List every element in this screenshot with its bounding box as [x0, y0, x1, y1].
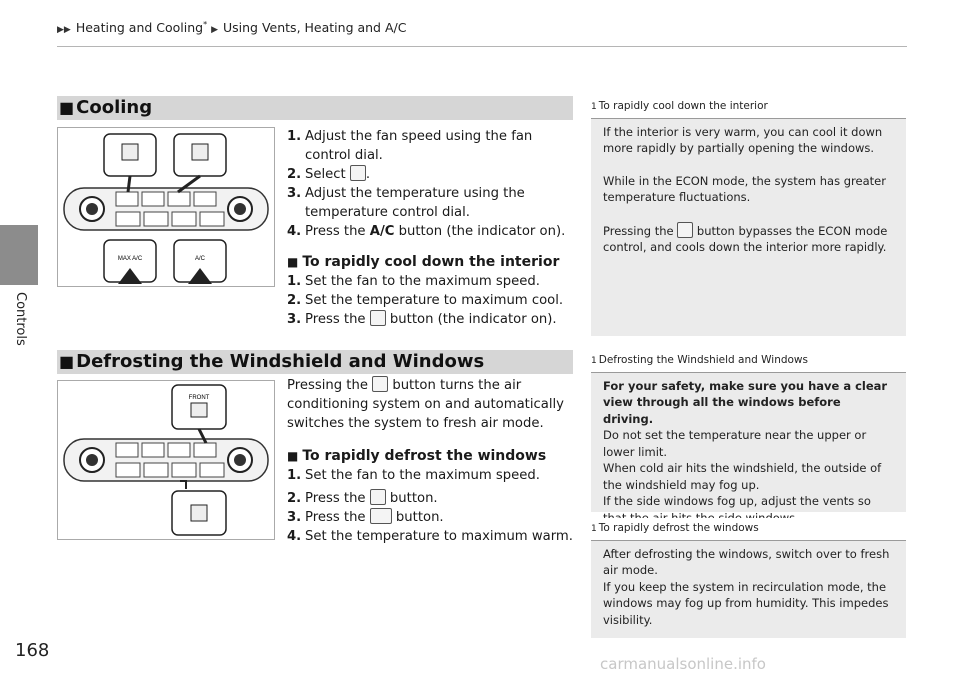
note-paragraph: If you keep the system in recirculation mode, the windows may fog up from humidity. This impedes visibility.: [603, 579, 889, 627]
climate-panel-illustration: [58, 128, 274, 286]
black-square-icon: ■: [59, 98, 75, 117]
side-tab: [0, 225, 38, 285]
note-paragraph: After defrosting the windows, switch over to fresh air mode.: [603, 546, 890, 577]
climate-control-figure-defrost: [57, 380, 275, 540]
triangle-right-icon: ▶▶: [57, 25, 71, 36]
climate-panel-illustration: [58, 381, 274, 539]
note-paragraph: When cold air hits the windshield, the outside of the windshield may fog up.: [603, 461, 882, 492]
note-rapid-cool: [591, 96, 906, 336]
breadcrumb-item[interactable]: Heating and Cooling: [75, 20, 204, 36]
section-heading-defrost: ■ Defrosting the Windshield and Windows: [57, 350, 573, 374]
subheading-rapid-cool: ■ To rapidly cool down the interior: [287, 254, 560, 270]
list-item: 2. Set the temperature to maximum cool.: [287, 293, 564, 308]
front-defrost-icon: [370, 489, 386, 505]
note-title: 1 Defrosting the Windshield and Windows: [591, 350, 906, 373]
max-ac-icon: [677, 222, 693, 238]
note-rapid-defrost: [591, 518, 906, 638]
triangle-right-icon: ▶: [211, 25, 219, 36]
section-heading-cooling: ■ Cooling: [57, 96, 573, 120]
black-square-icon: ■: [287, 449, 299, 463]
climate-control-figure-cooling: [57, 127, 275, 287]
max-ac-icon: [370, 310, 386, 326]
ac-label: A/C: [194, 256, 206, 262]
list-item: 4. Press the A/C button (the indicator on).: [287, 224, 566, 239]
note-title: 1 To rapidly defrost the windows: [591, 518, 906, 541]
note-title: 1 To rapidly cool down the interior: [591, 96, 906, 119]
list-item: 1. Set the fan to the maximum speed.: [287, 274, 540, 289]
note-paragraph: If the side windows fog up, adjust the vents so: [603, 494, 871, 508]
recirculation-icon: [370, 508, 392, 524]
max-ac-label: MAX A/C: [117, 256, 143, 262]
black-square-icon: ■: [59, 352, 75, 371]
front-label: FRONT: [188, 395, 210, 401]
note-paragraph: Pressing the button bypasses the ECON mode control, and cools down the interior more rapidly.: [603, 223, 888, 254]
list-item: 3. Press the button (the indicator on).: [287, 312, 557, 327]
list-item: 3. Press the button.: [287, 510, 444, 525]
defrost-intro: Pressing the button turns the air conditioning system on and automatically switches the system to fresh air mode.: [287, 378, 564, 431]
safety-warning: For your safety, make sure you have a clear view through all the windows before driving.: [603, 378, 888, 426]
watermark: carmanualsonline.info: [600, 655, 766, 673]
side-tab-label: Controls: [13, 292, 28, 346]
breadcrumb-item[interactable]: Using Vents, Heating and A/C: [223, 20, 407, 36]
vent-mode-icon: [350, 165, 366, 181]
black-square-icon: ■: [287, 255, 299, 269]
footnote-marker: *: [203, 20, 208, 29]
list-item: 4. Set the temperature to maximum warm.: [287, 529, 573, 544]
note-paragraph: If the interior is very warm, you can cool it down more rapidly by partially opening the windows.: [603, 124, 883, 155]
note-paragraph: While in the ECON mode, the system has greater temperature fluctuations.: [603, 173, 886, 204]
note-defrost: [591, 350, 906, 512]
list-item: 1. Set the fan to the maximum speed.: [287, 468, 540, 483]
front-defrost-icon: [372, 376, 388, 392]
list-item: 3. Adjust the temperature using the temperature control dial.: [287, 186, 525, 220]
list-item: 2. Press the button.: [287, 491, 438, 506]
list-item: 1. Adjust the fan speed using the fan control dial.: [287, 129, 533, 163]
defrost-instructions: [287, 376, 577, 546]
breadcrumb: [57, 20, 907, 47]
note-paragraph: Do not set the temperature near the upper or lower limit.: [603, 428, 867, 459]
page-number: 168: [15, 640, 50, 661]
cooling-instructions: [287, 127, 577, 329]
list-item: 2. Select .: [287, 167, 371, 182]
subheading-rapid-defrost: ■ To rapidly defrost the windows: [287, 448, 547, 464]
